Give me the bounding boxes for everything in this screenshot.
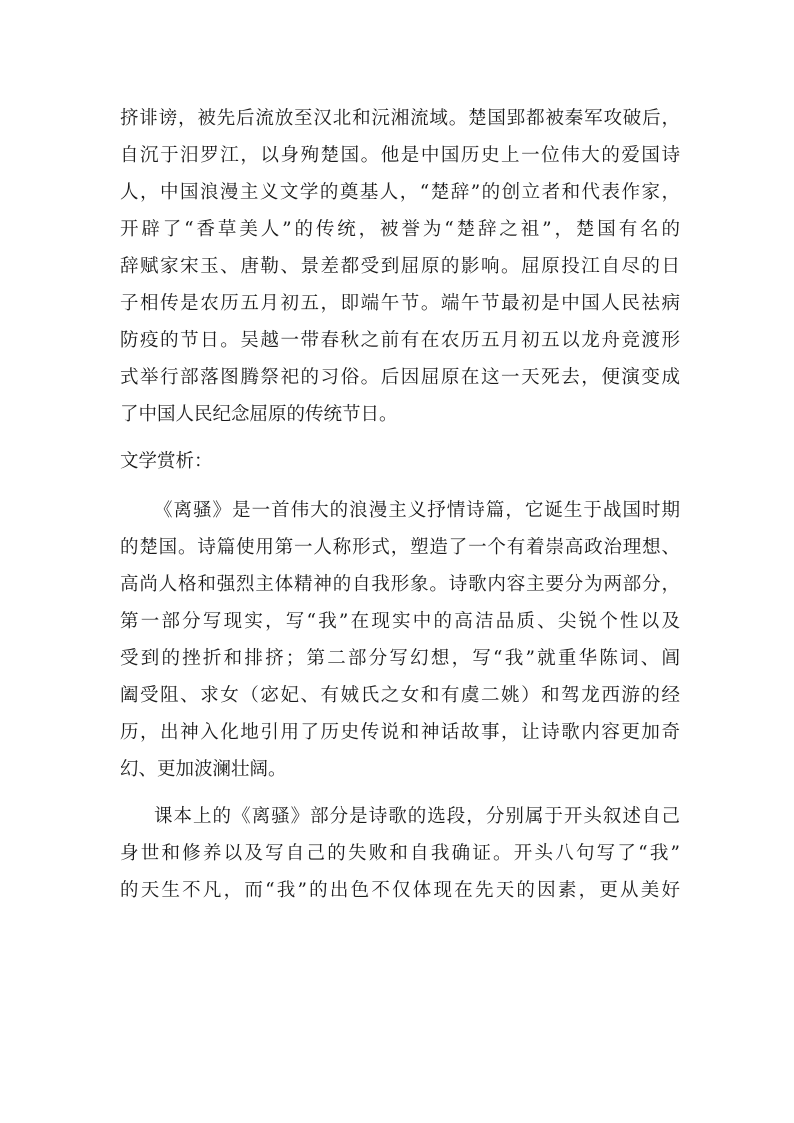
paragraph-2-line-4: 第一部分写现实，写“我”在现实中的高洁品质、尖锐个性以及: [120, 611, 680, 632]
paragraph-2-line-3: 高尚人格和强烈主体精神的自我形象。诗歌内容主要分为两部分，: [120, 574, 680, 595]
paragraph-2-line-1: 《离骚》是一首伟大的浪漫主义抒情诗篇，它诞生于战国时期: [154, 500, 680, 521]
paragraph-1-line-7: 防疫的节日。吴越一带春秋之前有在农历五月初五以龙舟竞渡形: [120, 330, 680, 351]
paragraph-3-line-1: 课本上的《离骚》部分是诗歌的选段，分别属于开头叙述自己: [154, 806, 680, 827]
paragraph-2-line-7: 历，出神入化地引用了历史传说和神话故事，让诗歌内容更加奇: [120, 722, 680, 743]
paragraph-1-line-2: 自沉于汨罗江，以身殉楚国。他是中国历史上一位伟大的爱国诗: [120, 145, 680, 166]
paragraph-1-line-1: 挤诽谤，被先后流放至汉北和沅湘流域。楚国郢都被秦军攻破后，: [120, 108, 680, 129]
paragraph-3-line-3: 的天生不凡，而“我”的出色不仅体现在先天的因素，更从美好: [120, 880, 680, 901]
paragraph-3-line-2: 身世和修养以及写自己的失败和自我确证。开头八句写了“我”: [120, 843, 680, 864]
paragraph-2-line-5: 受到的挫折和排挤；第二部分写幻想，写“我”就重华陈词、阊: [120, 648, 680, 669]
paragraph-1-line-8: 式举行部落图腾祭祀的习俗。后因屈原在这一天死去，便演变成: [120, 367, 680, 388]
paragraph-1-line-3: 人，中国浪漫主义文学的奠基人，“楚辞”的创立者和代表作家，: [120, 182, 680, 203]
paragraph-1-line-6: 子相传是农历五月初五，即端午节。端午节最初是中国人民祛病: [120, 293, 680, 314]
section-heading: 文学赏析：: [120, 451, 213, 472]
paragraph-1-line-4: 开辟了“香草美人”的传统，被誉为“楚辞之祖”，楚国有名的: [120, 219, 680, 240]
paragraph-2-line-6: 阖受阻、求女（宓妃、有娀氏之女和有虞二姚）和驾龙西游的经: [120, 685, 680, 706]
paragraph-2-line-2: 的楚国。诗篇使用第一人称形式，塑造了一个有着崇高政治理想、: [120, 537, 680, 558]
paragraph-1-line-9: 了中国人民纪念屈原的传统节日。: [120, 404, 398, 425]
paragraph-1-line-5: 辞赋家宋玉、唐勒、景差都受到屈原的影响。屈原投江自尽的日: [120, 256, 680, 277]
paragraph-2-line-8: 幻、更加波澜壮阔。: [120, 759, 287, 780]
